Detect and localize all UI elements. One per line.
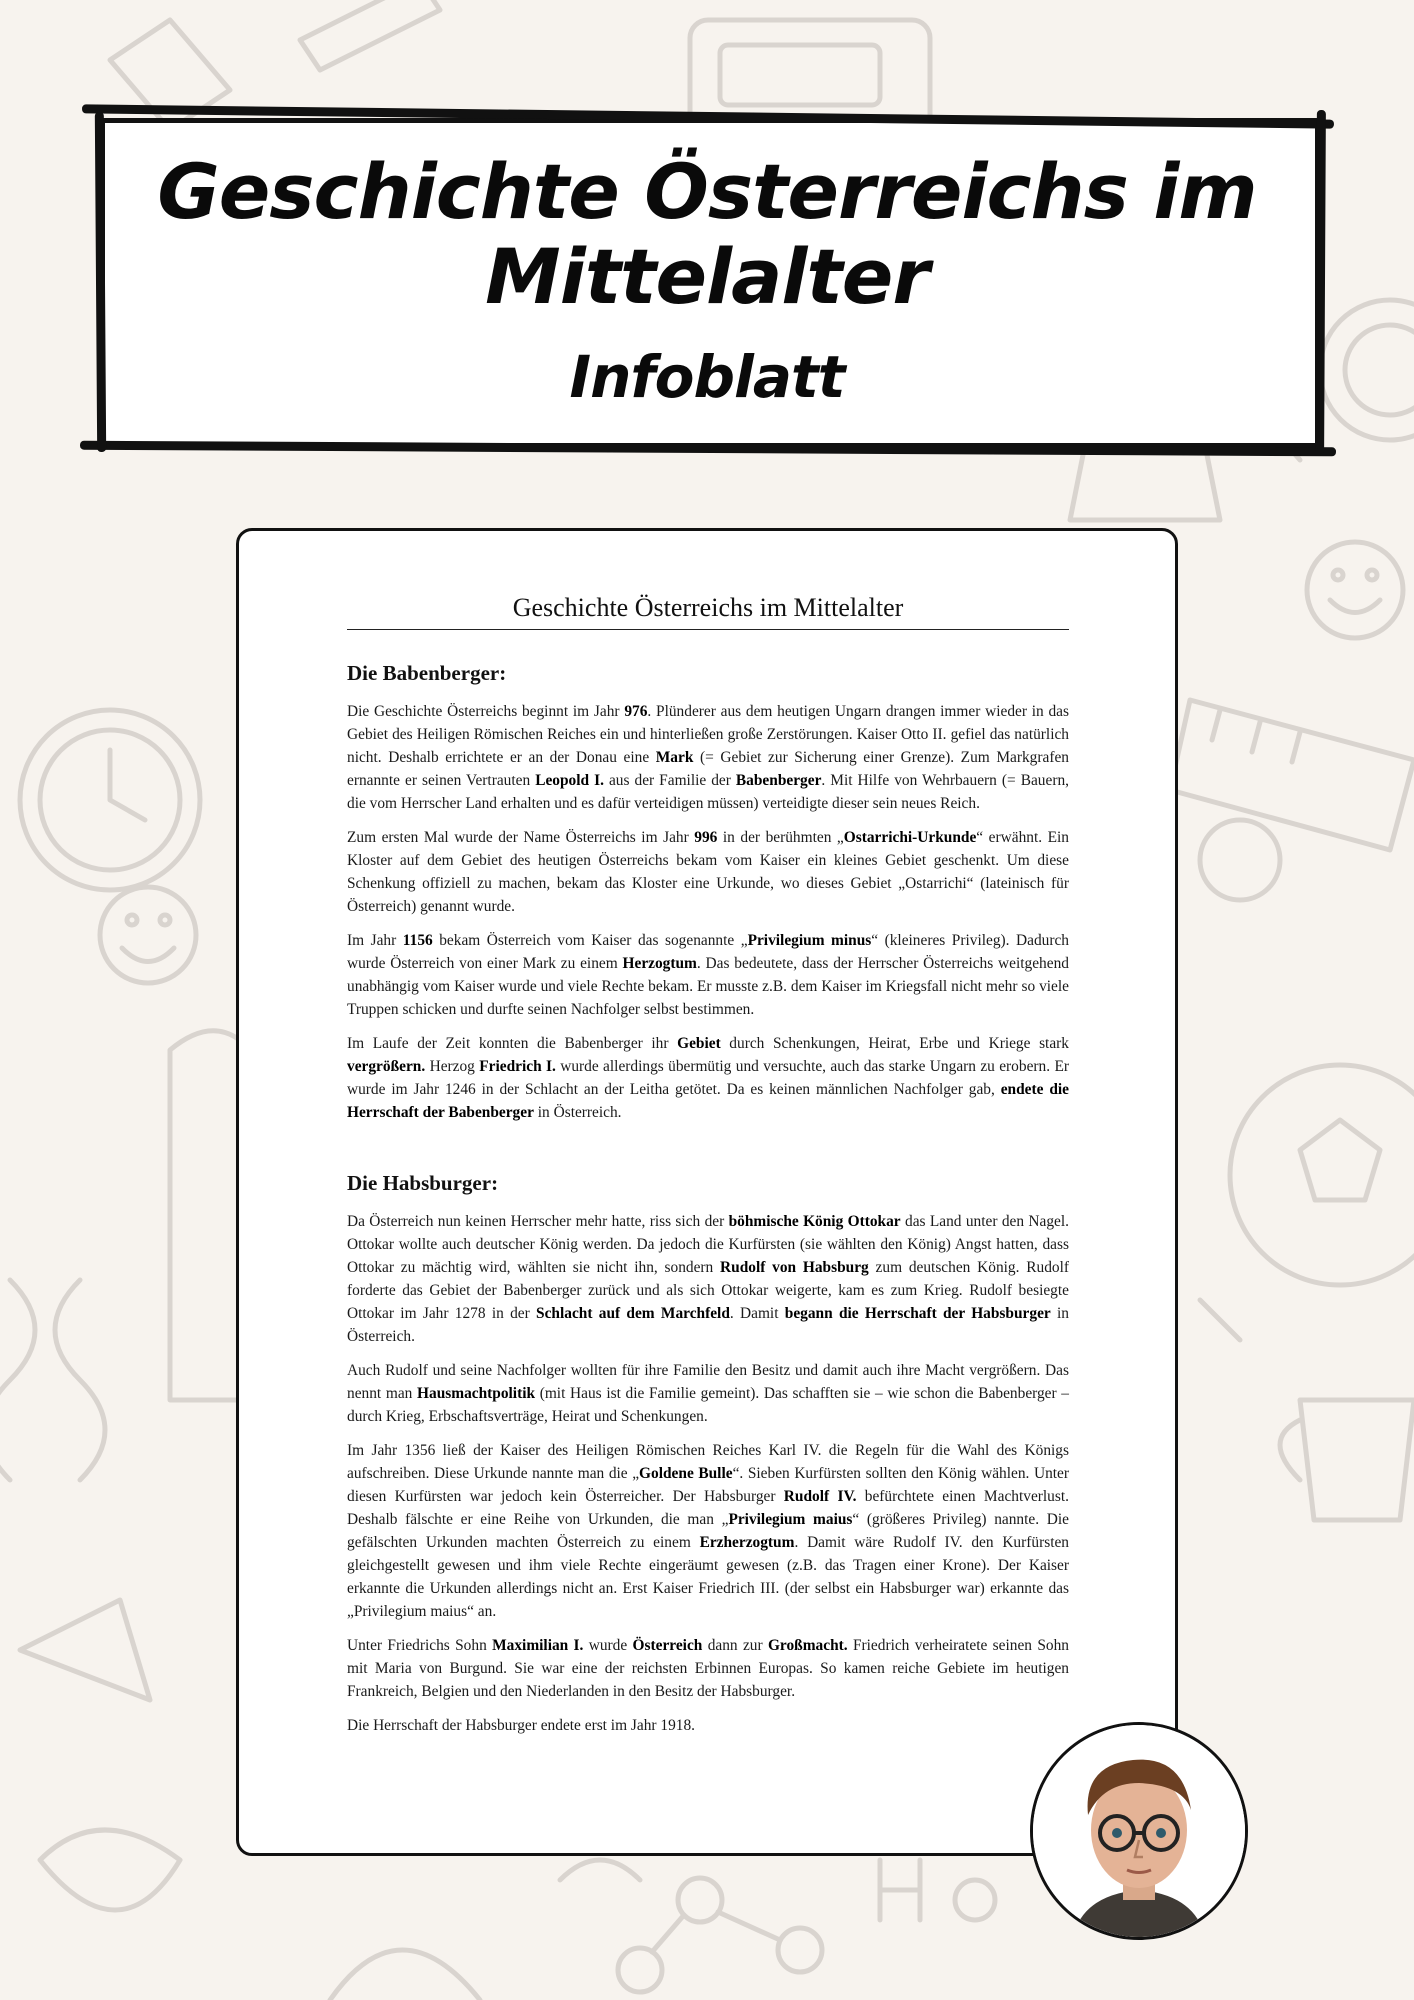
bold-term: endete die Herrschaft der Babenberger bbox=[347, 1081, 1069, 1121]
bold-term: Friedrich I. bbox=[479, 1058, 556, 1075]
doodle-dna-icon bbox=[0, 1280, 105, 1480]
section-babenberger bbox=[347, 661, 1069, 1124]
doodle-molecule-icon bbox=[618, 1878, 822, 1992]
paragraph bbox=[347, 826, 1069, 918]
text-run: Im Jahr bbox=[347, 932, 403, 949]
paragraph bbox=[347, 1439, 1069, 1623]
doodle-trophy-icon bbox=[1280, 1400, 1414, 1520]
text-run: Im Laufe der Zeit konnten die Babenberger ihr bbox=[347, 1035, 678, 1052]
section-habsburger bbox=[347, 1171, 1069, 1737]
bold-term: begann die Herrschaft der Habsburger bbox=[784, 1305, 1051, 1322]
bold-term: Rudolf IV. bbox=[783, 1488, 857, 1505]
bold-term: Herzogtum bbox=[622, 955, 697, 972]
text-run: . Mit Hilfe von Wehrbauern (= Bauern, die vom Herrscher Land erhalten und es dafür verteidigen müssen) verteidigte dieser sein neues Reich. bbox=[347, 772, 1069, 812]
text-run: aus der Familie der bbox=[603, 772, 736, 789]
bold-term: böhmische König Ottokar bbox=[728, 1213, 901, 1230]
text-run: “ (größeres Privileg) nannte. Die gefälschten Urkunden machten Österreich zu einem bbox=[347, 1511, 1069, 1551]
text-run: in der berühmten „ bbox=[717, 829, 844, 846]
paragraph bbox=[347, 1210, 1069, 1348]
text-run: zum deutschen König. Rudolf forderte das Gebiet der Babenberger zurück und als sich Ottokar weigerte, kam es zum Krieg. Rudolf besiegte Ottokar im Jahr 1278 in der bbox=[347, 1259, 1070, 1322]
text-run: . Das bedeutete, dass der Herrscher Österreichs weitgehend unabhängig vom Kaiser wurde und viele Rechte bekam. Er musste z.B. dem Kaiser im Kriegsfall nicht mehr so viele Truppen schicken und durfte seinen Nachfolger selbst bestimmen. bbox=[347, 955, 1069, 1018]
bold-term: Österreich bbox=[632, 1637, 703, 1654]
paragraph bbox=[347, 929, 1069, 1021]
text-run: (mit Haus ist die Familie gemeint). Das schafften sie – wie schon die Babenberger – durch Krieg, Erbschaftsverträge, Heirat und Schenkungen. bbox=[347, 1385, 1070, 1425]
avatar bbox=[1030, 1722, 1248, 1940]
bold-term: Leopold I. bbox=[535, 772, 604, 789]
doodle-ruler-icon bbox=[1170, 700, 1414, 850]
bold-term: Gebiet bbox=[677, 1035, 721, 1052]
paragraph bbox=[347, 1359, 1069, 1428]
text-run: bekam Österreich vom Kaiser das sogenannte „ bbox=[432, 932, 748, 949]
text-run: dann zur bbox=[702, 1637, 768, 1654]
paragraph bbox=[347, 1634, 1069, 1703]
text-run: Zum ersten Mal wurde der Name Österreichs im Jahr bbox=[347, 829, 695, 846]
text-run: “ (kleineres Privileg). Dadurch wurde Österreich von einer Mark zu einem bbox=[347, 932, 1070, 972]
student-portrait-icon bbox=[1033, 1725, 1245, 1937]
text-run: Herzog bbox=[425, 1058, 480, 1075]
document-title: Geschichte Österreichs im Mittelalter bbox=[347, 593, 1069, 630]
text-run: Friedrich verheiratete seinen Sohn mit Maria von Burgund. Sie war eine der reichsten Erbinnen Europas. So kamen reiche Gebiete im heutigen Frankreich, Belgien und den Niederlanden in den Besitz der Habsburger. bbox=[347, 1637, 1069, 1700]
bold-term: Mark bbox=[655, 749, 694, 766]
paragraph bbox=[347, 1032, 1069, 1124]
section-heading: Die Habsburger: bbox=[347, 1171, 499, 1195]
bold-term: Schlacht auf dem Marchfeld bbox=[536, 1305, 730, 1322]
text-run: Auch Rudolf und seine Nachfolger wollten für ihre Familie den Besitz und damit auch ihre Macht vergrößern. Das nennt man bbox=[347, 1362, 1069, 1402]
paragraph bbox=[347, 700, 1069, 815]
bold-term: Privilegium maius bbox=[728, 1511, 853, 1528]
section-spacer bbox=[347, 1135, 1069, 1171]
text-run: durch Schenkungen, Heirat, Erbe und Kriege stark bbox=[720, 1035, 1069, 1052]
text-run: Die Geschichte Österreichs beginnt im Jahr bbox=[347, 703, 625, 720]
text-run: (= Gebiet zur Sicherung einer Grenze). Zum Markgrafen ernannte er seinen Vertrauten bbox=[347, 749, 1069, 789]
text-run: Die Herrschaft der Habsburger endete erst im Jahr 1918. bbox=[347, 1717, 696, 1734]
text-run: in Österreich. bbox=[347, 1305, 1069, 1345]
bold-term: Erzherzogtum bbox=[699, 1534, 795, 1551]
document-content bbox=[347, 661, 1069, 1748]
section-heading: Die Babenberger: bbox=[347, 661, 507, 685]
text-run: wurde bbox=[583, 1637, 633, 1654]
document-card bbox=[236, 528, 1178, 1856]
text-run: . Damit bbox=[729, 1305, 785, 1322]
bold-term: Rudolf von Habsburg bbox=[720, 1259, 869, 1276]
text-run: “ erwähnt. Ein Kloster auf dem Gebiet des heutigen Österreichs bekam vom Kaiser ein kleines Gebiet geschenkt. Um diese Schenkung offiziell zu machen, bekam das Kloster eine Urkunde, wo dieses Gebiet „Ostarrichi“ (lateinisch für Österreich) genannt wurde. bbox=[347, 829, 1069, 915]
page-title-line2: Mittelalter bbox=[485, 232, 929, 321]
page-title-line1: Geschichte Österreichs im bbox=[157, 147, 1257, 236]
text-run: wurde allerdings übermütig und versuchte, auch das starke Ungarn zu erobern. Er wurde im Jahr 1246 in der Schlacht an der Leitha getötet. Da es keinen männlichen Nachfolger gab, bbox=[347, 1058, 1069, 1098]
doodle-football-icon bbox=[1230, 1065, 1414, 1285]
text-run: . Damit wäre Rudolf IV. den Kurfürsten gleichgestellt gewesen und ihm viele Rechte eingeräumt gewesen (z.B. das Tragen einer Krone). Der Kaiser erkannte die Urkunden allerdings nicht an. Erst Kaiser Friedrich III. (der selbst ein Habsburger war) erkannte das „Privilegium maius“ an. bbox=[347, 1534, 1069, 1620]
bold-term: Ostarrichi-Urkunde bbox=[843, 829, 977, 846]
doodle-h2o-icon bbox=[880, 1860, 995, 1920]
bold-term: 976 bbox=[624, 703, 648, 720]
bold-term: Maximilian I. bbox=[492, 1637, 584, 1654]
bold-term: Hausmachtpolitik bbox=[417, 1385, 536, 1402]
page-subtitle: Infoblatt bbox=[569, 343, 845, 411]
text-run: in Österreich. bbox=[533, 1104, 622, 1121]
text-run: Im Jahr 1356 ließ der Kaiser des Heiligen Römischen Reiches Karl IV. die Regeln für die Wahl des Königs aufschreiben. Diese Urkunde nannte man die „ bbox=[347, 1442, 1069, 1482]
text-run: das Land unter den Nagel. Ottokar wollte auch deutscher König werden. Da jedoch die Kurfürsten (sie wählten den König) Angst hatten, dass Ottokar zu mächtig wird, wählten sie nicht ihn, sondern bbox=[347, 1213, 1069, 1276]
bold-term: vergrößern. bbox=[347, 1058, 426, 1075]
bold-term: Goldene Bulle bbox=[639, 1465, 733, 1482]
bold-term: Privilegium minus bbox=[747, 932, 872, 949]
doodle-clock-icon bbox=[20, 710, 200, 890]
text-run: Unter Friedrichs Sohn bbox=[347, 1637, 493, 1654]
bold-term: 996 bbox=[694, 829, 718, 846]
bold-term: Großmacht. bbox=[767, 1637, 848, 1654]
text-run: befürchtete einen Machtverlust. Deshalb fälschte er eine Reihe von Urkunden, die man „ bbox=[347, 1488, 1069, 1528]
text-run: . Plünderer aus dem heutigen Ungarn drangen immer wieder in das Gebiet des Heiligen Römischen Reiches ein und hinterließen große Zerstörungen. Kaiser Otto II. gefiel das natürlich nicht. Deshalb errichtete er an der Donau eine bbox=[347, 703, 1069, 766]
text-run: “. Sieben Kurfürsten sollten den König wählen. Unter diesen Kurfürsten war jedoch kein Österreicher. Der Habsburger bbox=[347, 1465, 1070, 1505]
bold-term: Babenberger bbox=[735, 772, 822, 789]
bold-term: 1156 bbox=[402, 932, 433, 949]
text-run: Da Österreich nun keinen Herrscher mehr hatte, riss sich der bbox=[347, 1213, 729, 1230]
paragraph bbox=[347, 1714, 1069, 1737]
